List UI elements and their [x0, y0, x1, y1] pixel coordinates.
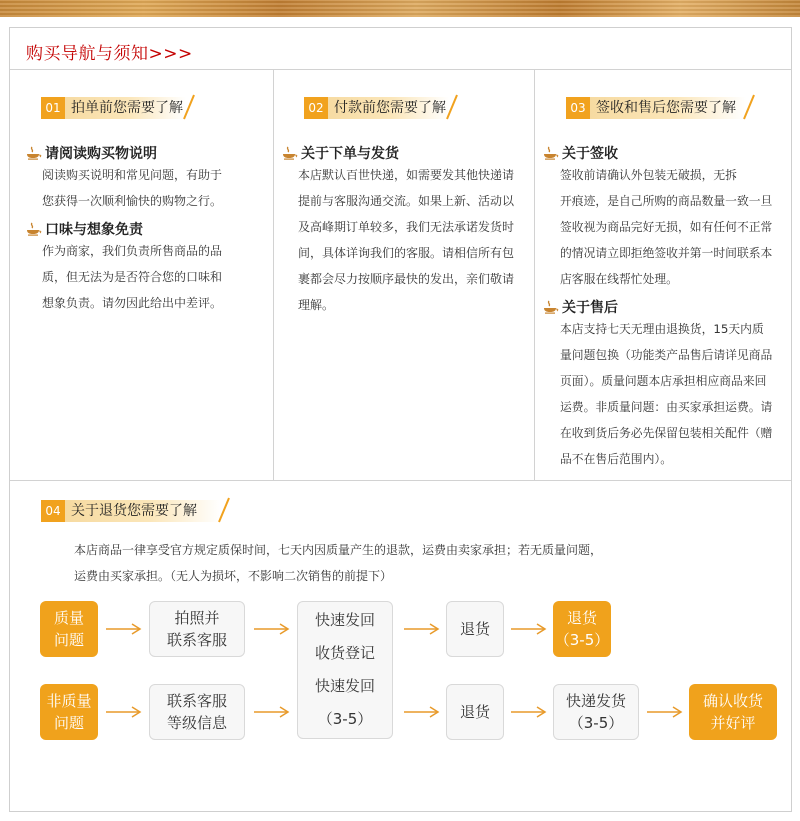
flow-refund-top: 退货 — [446, 601, 504, 657]
step-heading: 关于退货您需要了解 — [71, 503, 197, 519]
right-arrow-icon — [106, 623, 142, 635]
flow-contact-register: 联系客服 等级信息 — [149, 684, 245, 740]
right-arrow-icon — [511, 623, 547, 635]
flow-quality-issue: 质量 问题 — [40, 601, 98, 657]
ribbon-slash-icon — [217, 496, 231, 524]
coffee-cup-icon — [543, 146, 559, 160]
returns-description: 本店商品一律享受官方规定质保时间，七天内因质量产生的退款，运费由卖家承担；若无质量问题， 运费由买家承担。（无人为损坏，不影响二次销售的前提下） — [74, 543, 603, 583]
step-heading: 拍单前您需要了解 — [71, 100, 183, 116]
flow-return-final: 退货 （3-5） — [553, 601, 611, 657]
flow-photo-contact: 拍照并 联系客服 — [149, 601, 245, 657]
step-number: 03 — [566, 97, 590, 119]
step-ribbon-03 — [566, 93, 756, 121]
ribbon-slash-icon — [445, 93, 459, 121]
step-number: 04 — [41, 500, 65, 522]
coffee-cup-icon — [26, 146, 42, 160]
ribbon-slash-icon — [182, 93, 196, 121]
flow-confirm-review: 确认收货 并好评 — [689, 684, 777, 740]
right-arrow-icon — [404, 706, 440, 718]
section-title: 关于签收 — [543, 143, 618, 163]
right-arrow-icon — [254, 623, 290, 635]
flow-refund-bottom: 退货 — [446, 684, 504, 740]
section-title: 口味与想象免责 — [26, 219, 143, 239]
ribbon-slash-icon — [742, 93, 756, 121]
section-title: 请阅读购买物说明 — [26, 143, 157, 163]
section-title: 关于下单与发货 — [282, 143, 399, 163]
column-divider — [273, 70, 274, 480]
page-title: 购买导航与须知>>> — [26, 44, 193, 64]
title-divider — [10, 69, 791, 70]
right-arrow-icon — [106, 706, 142, 718]
step-heading: 付款前您需要了解 — [334, 100, 446, 116]
section-body: 阅读购买说明和常见问题，有助于 您获得一次顺利愉快的购物之行。 — [42, 168, 223, 208]
step-ribbon-01 — [41, 93, 196, 121]
column-divider — [534, 70, 535, 480]
right-arrow-icon — [511, 706, 547, 718]
step-ribbon-04 — [41, 496, 231, 524]
section-body: 签收前请确认外包装无破损，无拆 开痕迹，是自己所购的商品数量一致一旦 签收视为商品完好无损，如有任何不正常 的情况请立即拒绝签收并第一时间联系本 店客服在线帮忙处理。 — [560, 168, 773, 286]
section-divider — [10, 480, 791, 481]
step-number: 02 — [304, 97, 328, 119]
right-arrow-icon — [404, 623, 440, 635]
wood-banner — [0, 0, 800, 17]
step-ribbon-02 — [304, 93, 459, 121]
coffee-cup-icon — [26, 222, 42, 236]
flow-express-ship: 快递发货 （3-5） — [553, 684, 639, 740]
section-title: 关于售后 — [543, 297, 618, 317]
step-heading: 签收和售后您需要了解 — [596, 100, 736, 116]
right-arrow-icon — [647, 706, 683, 718]
section-body: 本店默认百世快递，如需要发其他快递请 提前与客服沟通交流。如果上新、活动以 及高峰期订单较多，我们无法承诺发货时 间，具体详询我们的客服。请相信所有包 裹都会尽力按顺序最快的发出，亲们敬请 理解。 — [298, 168, 515, 312]
section-body: 作为商家，我们负责所售商品的品 质，但无法为是否符合您的口味和 想象负责。请勿因此给出中差评。 — [42, 244, 223, 310]
coffee-cup-icon — [282, 146, 298, 160]
step-number: 01 — [41, 97, 65, 119]
coffee-cup-icon — [543, 300, 559, 314]
flow-nonquality-issue: 非质量 问题 — [40, 684, 98, 740]
section-body: 本店支持七天无理由退换货，15天内质 量问题包换（功能类产品售后请详见商品 页面）。质量问题本店承担相应商品来回 运费。非质量问题：由买家承担运费。请 在收到货后务必先保留包装相关配件（赠 品不在售后范围内）。 — [560, 322, 773, 466]
flow-return-register: 快速发回 收货登记 快速发回 （3-5） — [297, 601, 393, 739]
right-arrow-icon — [254, 706, 290, 718]
